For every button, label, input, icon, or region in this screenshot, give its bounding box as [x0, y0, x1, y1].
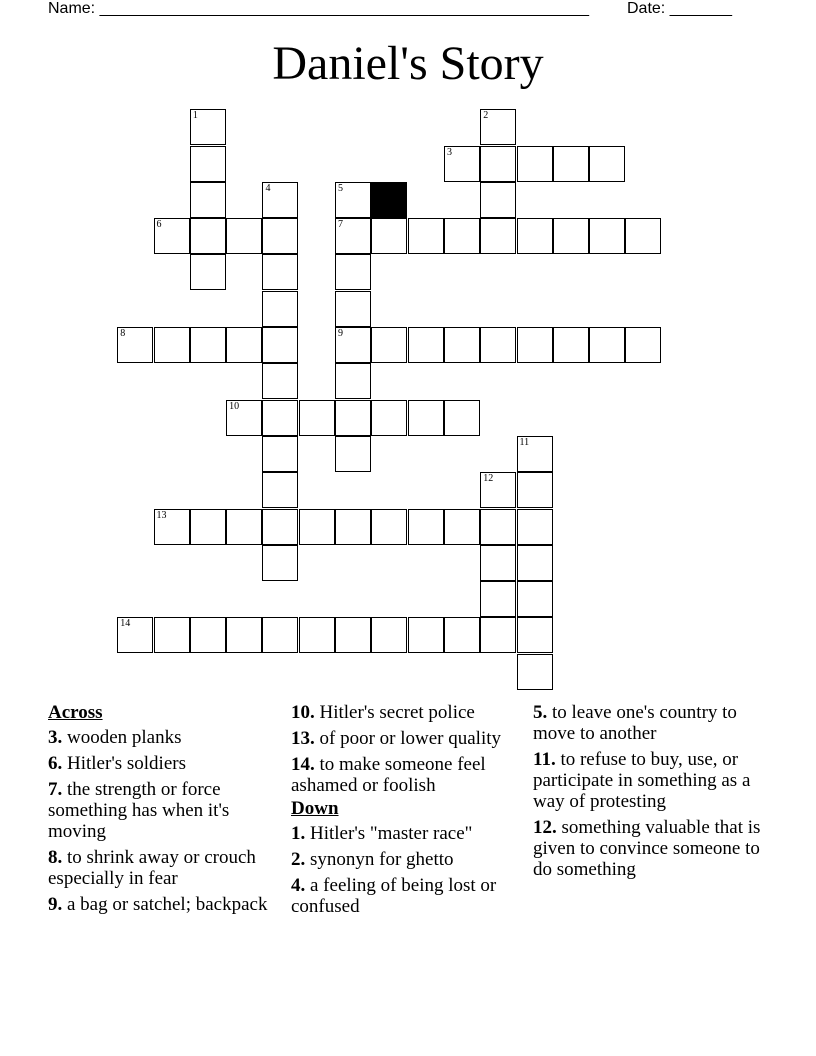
- grid-cell[interactable]: [226, 400, 262, 436]
- clue-number: 10.: [291, 702, 315, 723]
- clue-text: a bag or satchel; backpack: [62, 894, 268, 915]
- grid-cell[interactable]: [480, 146, 516, 182]
- grid-cell[interactable]: [517, 327, 553, 363]
- clue-number: 3.: [48, 727, 63, 748]
- across-heading: Across: [48, 702, 103, 723]
- date-field[interactable]: Date: _______: [627, 0, 732, 17]
- grid-cell[interactable]: [408, 617, 444, 653]
- grid-cell[interactable]: [553, 218, 589, 254]
- grid-cell[interactable]: [262, 436, 298, 472]
- grid-cell[interactable]: [299, 400, 335, 436]
- clue-number: 6.: [48, 753, 63, 774]
- grid-cell[interactable]: [625, 218, 661, 254]
- clue-number: 14.: [291, 754, 315, 775]
- clue-item: [291, 728, 516, 749]
- clue-item: [48, 847, 278, 889]
- grid-cell[interactable]: [190, 109, 226, 145]
- clue-text: Hitler's soldiers: [62, 753, 186, 774]
- grid-cell[interactable]: [408, 327, 444, 363]
- grid-cell[interactable]: [480, 327, 516, 363]
- grid-cell[interactable]: [262, 327, 298, 363]
- clue-number: 5: [338, 182, 344, 194]
- grid-cell[interactable]: [517, 436, 553, 472]
- grid-cell[interactable]: [480, 218, 516, 254]
- grid-cell[interactable]: [154, 509, 190, 545]
- grid-cell[interactable]: [444, 400, 480, 436]
- clue-item: [291, 754, 516, 796]
- clue-number: 7.: [48, 779, 63, 800]
- grid-cell[interactable]: [154, 218, 190, 254]
- name-field[interactable]: Name: _______________________________________________________: [48, 0, 589, 17]
- grid-cell[interactable]: [444, 617, 480, 653]
- grid-cell[interactable]: [517, 218, 553, 254]
- grid-cell[interactable]: [190, 254, 226, 290]
- clue-item: [48, 894, 278, 915]
- grid-cell[interactable]: [262, 254, 298, 290]
- grid-cell[interactable]: [371, 400, 407, 436]
- grid-cell[interactable]: [444, 509, 480, 545]
- grid-cell[interactable]: [262, 182, 298, 218]
- grid-cell[interactable]: [371, 509, 407, 545]
- grid-cell[interactable]: [262, 291, 298, 327]
- clue-text: synonyn for ghetto: [305, 849, 454, 870]
- grid-cell[interactable]: [480, 109, 516, 145]
- clue-number: 3: [446, 146, 452, 158]
- clue-item: [48, 779, 278, 842]
- clue-item: [291, 875, 516, 917]
- clue-number: 4.: [291, 875, 306, 896]
- grid-cell[interactable]: [335, 291, 371, 327]
- clue-text: to leave one's country to move to another: [533, 702, 737, 744]
- clue-number: 13.: [291, 728, 315, 749]
- grid-cell[interactable]: [299, 617, 335, 653]
- grid-cell[interactable]: [262, 363, 298, 399]
- clue-number: 8.: [48, 847, 63, 868]
- grid-cell[interactable]: [154, 327, 190, 363]
- grid-cell[interactable]: [299, 509, 335, 545]
- grid-cell[interactable]: [335, 509, 371, 545]
- clue-column-1: [48, 702, 278, 920]
- grid-cell[interactable]: [154, 617, 190, 653]
- grid-cell[interactable]: [190, 327, 226, 363]
- clue-number: 2: [483, 110, 489, 122]
- grid-cell[interactable]: [444, 146, 480, 182]
- black-cell: [371, 182, 407, 218]
- grid-cell[interactable]: [226, 218, 262, 254]
- clue-text: Hitler's secret police: [314, 702, 475, 723]
- grid-cell[interactable]: [371, 617, 407, 653]
- clue-number: 9: [338, 328, 344, 340]
- clue-number: 12.: [533, 817, 557, 838]
- grid-cell[interactable]: [371, 327, 407, 363]
- clue-number: 12: [483, 473, 494, 485]
- grid-cell[interactable]: [335, 327, 371, 363]
- clue-item: [291, 849, 516, 870]
- clue-number: 9.: [48, 894, 63, 915]
- clue-item: [48, 727, 278, 748]
- down-heading: Down: [291, 798, 339, 819]
- clue-text: to refuse to buy, use, or participate in something as a way of protesting: [533, 749, 751, 812]
- grid-cell[interactable]: [589, 327, 625, 363]
- grid-cell[interactable]: [517, 472, 553, 508]
- clue-item: [291, 702, 516, 723]
- clue-text: of poor or lower quality: [314, 728, 502, 749]
- clue-number: 13: [156, 509, 167, 521]
- grid-cell[interactable]: [480, 545, 516, 581]
- clue-item: [291, 823, 516, 844]
- clue-text: a feeling of being lost or confused: [291, 875, 497, 917]
- grid-cell[interactable]: [335, 436, 371, 472]
- grid-cell[interactable]: [517, 509, 553, 545]
- grid-cell[interactable]: [553, 327, 589, 363]
- clue-item: [533, 749, 773, 812]
- grid-cell[interactable]: [190, 182, 226, 218]
- grid-cell[interactable]: [408, 218, 444, 254]
- grid-cell[interactable]: [262, 545, 298, 581]
- grid-cell[interactable]: [480, 472, 516, 508]
- grid-cell[interactable]: [408, 400, 444, 436]
- grid-cell[interactable]: [117, 327, 153, 363]
- clue-number: 2.: [291, 849, 306, 870]
- grid-cell[interactable]: [190, 509, 226, 545]
- grid-cell[interactable]: [589, 218, 625, 254]
- clue-text: the strength or force something has when it's moving: [48, 779, 230, 842]
- grid-cell[interactable]: [625, 327, 661, 363]
- clue-text: wooden planks: [62, 727, 182, 748]
- grid-cell[interactable]: [335, 182, 371, 218]
- grid-cell[interactable]: [517, 617, 553, 653]
- grid-cell[interactable]: [190, 218, 226, 254]
- clue-number: 11.: [533, 749, 556, 770]
- clue-column-3: [533, 702, 773, 885]
- grid-cell[interactable]: [589, 146, 625, 182]
- grid-cell[interactable]: [517, 654, 553, 690]
- clue-text: something valuable that is given to convince someone to do something: [533, 817, 761, 880]
- grid-cell[interactable]: [226, 617, 262, 653]
- grid-cell[interactable]: [262, 400, 298, 436]
- clue-column-2: [291, 702, 516, 922]
- clue-number: 10: [229, 400, 240, 412]
- grid-cell[interactable]: [190, 146, 226, 182]
- grid-cell[interactable]: [517, 146, 553, 182]
- clue-text: Hitler's "master race": [305, 823, 473, 844]
- grid-cell[interactable]: [480, 509, 516, 545]
- grid-cell[interactable]: [226, 327, 262, 363]
- grid-cell[interactable]: [517, 545, 553, 581]
- grid-cell[interactable]: [335, 363, 371, 399]
- clue-number: 6: [156, 219, 162, 231]
- clue-item: [533, 817, 773, 880]
- clue-item: [533, 702, 773, 744]
- grid-cell[interactable]: [444, 218, 480, 254]
- clue-number: 14: [120, 618, 131, 630]
- grid-cell[interactable]: [371, 218, 407, 254]
- grid-cell[interactable]: [190, 617, 226, 653]
- clue-number: 11: [519, 436, 530, 448]
- clue-number: 8: [120, 328, 126, 340]
- clue-item: [48, 753, 278, 774]
- clue-number: 1: [192, 110, 198, 122]
- grid-cell[interactable]: [262, 218, 298, 254]
- clue-text: to shrink away or crouch especially in fear: [48, 847, 256, 889]
- grid-cell[interactable]: [335, 254, 371, 290]
- clue-number: 1.: [291, 823, 306, 844]
- grid-cell[interactable]: [335, 218, 371, 254]
- clue-number: 4: [265, 182, 271, 194]
- page-title: Daniel's Story: [272, 37, 544, 90]
- clue-number: 5.: [533, 702, 548, 723]
- grid-cell[interactable]: [262, 617, 298, 653]
- grid-cell[interactable]: [262, 509, 298, 545]
- grid-cell[interactable]: [335, 617, 371, 653]
- grid-cell[interactable]: [517, 581, 553, 617]
- grid-cell[interactable]: [480, 617, 516, 653]
- grid-cell[interactable]: [553, 146, 589, 182]
- grid-cell[interactable]: [444, 327, 480, 363]
- grid-cell[interactable]: [480, 182, 516, 218]
- grid-cell[interactable]: [117, 617, 153, 653]
- grid-cell[interactable]: [408, 509, 444, 545]
- grid-cell[interactable]: [480, 581, 516, 617]
- grid-cell[interactable]: [226, 509, 262, 545]
- clue-text: to make someone feel ashamed or foolish: [291, 754, 486, 796]
- grid-cell[interactable]: [262, 472, 298, 508]
- clue-number: 7: [338, 219, 344, 231]
- grid-cell[interactable]: [335, 400, 371, 436]
